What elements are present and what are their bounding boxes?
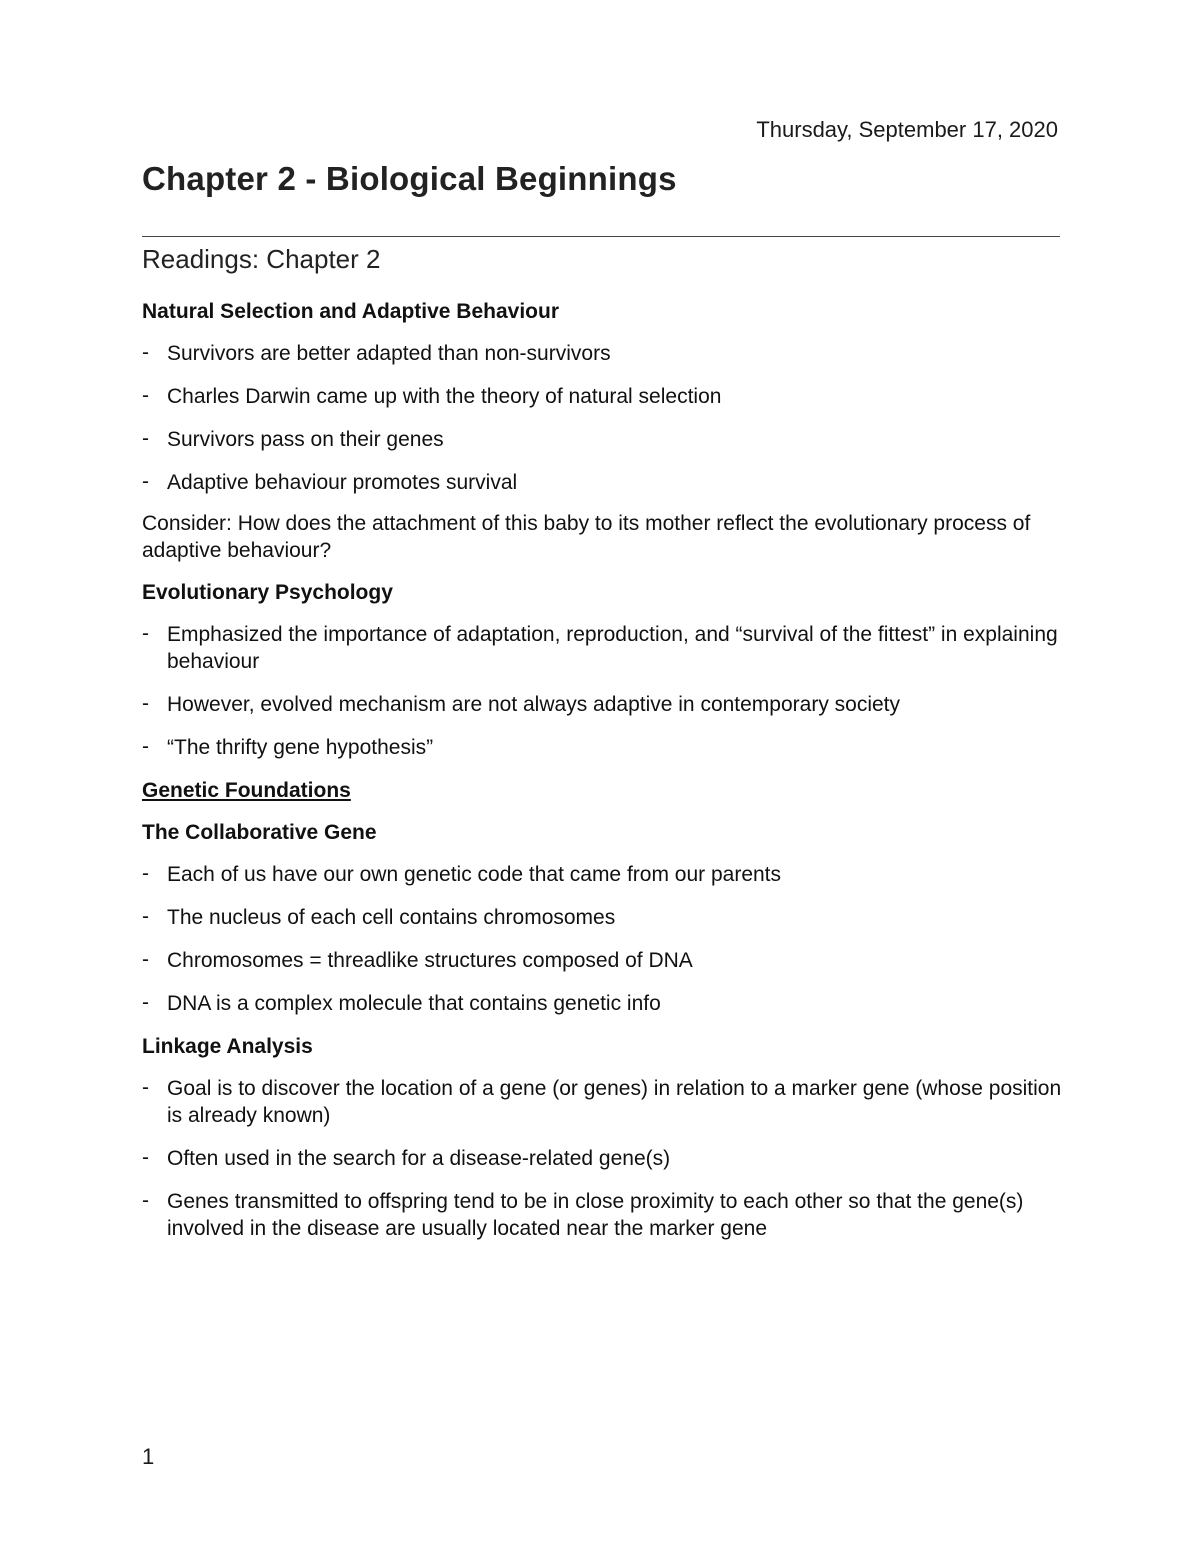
page-number: 1 [142, 1444, 155, 1469]
list-item-text: Charles Darwin came up with the theory of natural selection [167, 385, 722, 408]
list-item [142, 383, 1072, 410]
list-item [142, 469, 1072, 496]
dash-bullet: - [142, 470, 149, 493]
dash-bullet: - [142, 622, 149, 645]
notes-body [142, 298, 1072, 1258]
dash-bullet: - [142, 1076, 149, 1099]
section-heading-natural-selection: Natural Selection and Adaptive Behaviour [142, 300, 559, 323]
list-item-text: Often used in the search for a disease-related gene(s) [167, 1147, 671, 1170]
bullet-list-linkage-analysis [142, 1075, 1072, 1242]
dash-bullet: - [142, 735, 149, 758]
dash-bullet: - [142, 862, 149, 885]
dash-bullet: - [142, 1189, 149, 1212]
list-item-text: DNA is a complex molecule that contains genetic info [167, 992, 661, 1015]
list-item-text: Adaptive behaviour promotes survival [167, 471, 518, 494]
title-divider [142, 236, 1060, 237]
list-item [142, 691, 1072, 718]
dash-bullet: - [142, 948, 149, 971]
list-item [142, 1075, 1072, 1129]
bullet-list-natural-selection [142, 340, 1072, 496]
section-heading-linkage-analysis: Linkage Analysis [142, 1035, 313, 1058]
list-item [142, 1188, 1072, 1242]
list-item-text: “The thrifty gene hypothesis” [167, 736, 434, 759]
list-item [142, 734, 1072, 761]
dash-bullet: - [142, 692, 149, 715]
list-item-text: Emphasized the importance of adaptation, reproduction, and “survival of the fittest” in explaining behaviour [167, 623, 1058, 673]
list-item [142, 340, 1072, 367]
list-item-text: The nucleus of each cell contains chromosomes [167, 906, 616, 929]
list-item [142, 621, 1072, 675]
list-item-text: Survivors pass on their genes [167, 428, 444, 451]
bullet-list-collaborative-gene [142, 861, 1072, 1017]
page-title: Chapter 2 - Biological Beginnings [142, 160, 677, 197]
section-heading-evolutionary-psychology: Evolutionary Psychology [142, 581, 393, 604]
list-item-text: Survivors are better adapted than non-survivors [167, 342, 611, 365]
list-item-text: Each of us have our own genetic code that came from our parents [167, 863, 782, 886]
section-heading-genetic-foundations: Genetic Foundations [142, 779, 351, 802]
bullet-list-evolutionary-psychology [142, 621, 1072, 761]
dash-bullet: - [142, 384, 149, 407]
dash-bullet: - [142, 427, 149, 450]
dash-bullet: - [142, 1146, 149, 1169]
document-date: Thursday, September 17, 2020 [756, 117, 1058, 142]
list-item [142, 861, 1072, 888]
list-item-text: However, evolved mechanism are not always adaptive in contemporary society [167, 693, 901, 716]
list-item-text: Chromosomes = threadlike structures composed of DNA [167, 949, 693, 972]
list-item-text: Genes transmitted to offspring tend to be in close proximity to each other so that the gene(s) involved in the disease are usually located near the marker gene [167, 1190, 1024, 1240]
section-heading-collaborative-gene: The Collaborative Gene [142, 821, 377, 844]
list-item [142, 947, 1072, 974]
readings-subtitle: Readings: Chapter 2 [142, 244, 381, 274]
list-item [142, 1145, 1072, 1172]
list-item [142, 904, 1072, 931]
consider-paragraph: Consider: How does the attachment of this baby to its mother reflect the evolutionary process of adaptive behaviour? [142, 512, 1031, 562]
dash-bullet: - [142, 341, 149, 364]
list-item [142, 990, 1072, 1017]
dash-bullet: - [142, 991, 149, 1014]
list-item [142, 426, 1072, 453]
list-item-text: Goal is to discover the location of a gene (or genes) in relation to a marker gene (whose position is already known) [167, 1077, 1062, 1127]
dash-bullet: - [142, 905, 149, 928]
